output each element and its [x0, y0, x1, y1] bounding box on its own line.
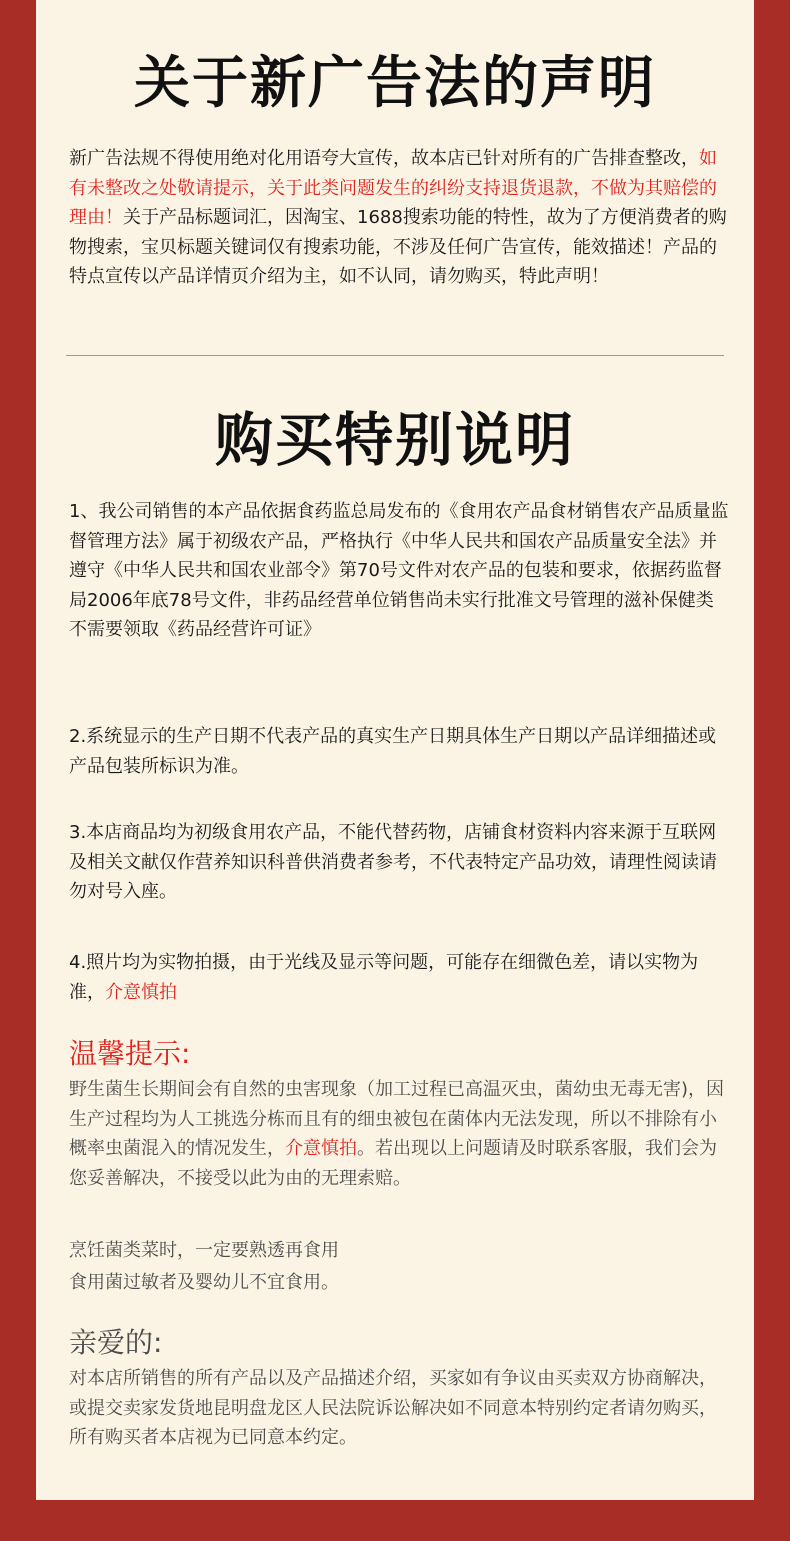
purchase-note-3: 3.本店商品均为初级食用农产品，不能代替药物，店铺食材资料内容来源于互联网及相关文献仅作营养知识科普供消费者参考，不代表特定产品功效，请理性阅读请勿对号入座。: [69, 822, 717, 902]
ad-law-statement-title: 关于新广告法的声明: [134, 50, 656, 116]
warm-tips-allergy-line: 食用菌过敏者及婴幼儿不宜食用。: [69, 1272, 339, 1293]
statement-highlight: 如有未整改之处敬请提示，关于此类问题发生的纠纷支持退货退款，不做为其赔偿的理由！: [69, 148, 717, 228]
warm-tips-paragraph: [69, 1075, 729, 1193]
purchase-notes-title: 购买特别说明: [214, 406, 575, 474]
warm-tips-cooking-line: 烹饪菌类菜时，一定要熟透再食用: [69, 1240, 339, 1261]
content-card: [36, 0, 754, 1500]
warm-tips-text-continued: 。若出现以上问题请及时联系客服，我们会为您妥善解决，不接受以此为由的无理索赔。: [69, 1138, 717, 1189]
dear-paragraph: 对本店所销售的所有产品以及产品描述介绍，买家如有争议由买卖双方协商解决，或提交卖家发货地昆明盘龙区人民法院诉讼解决如不同意本特别约定者请勿购买，所有购买者本店视为已同意本约定。: [69, 1368, 717, 1448]
purchase-note-4-highlight: 介意慎拍: [105, 981, 177, 1003]
statement-text: 新广告法规不得使用绝对化用语夸大宣传，故本店已针对所有的广告排查整改，: [69, 148, 699, 169]
purchase-note-2: 2.系统显示的生产日期不代表产品的真实生产日期具体生产日期以产品详细描述或产品包装所标识为准。: [69, 726, 717, 777]
statement-text-continued: 关于产品标题词汇，因淘宝、1688搜索功能的特性，故为了方便消费者的购物搜索，宝贝标题关键词仅有搜索功能，不涉及任何广告宣传，能效描述！产品的特点宣传以产品详情页介绍为主，如不认同，请勿购买，特此声明！: [69, 207, 727, 287]
purchase-note-1: 1、我公司销售的本产品依据食药监总局发布的《食用农产品食材销售农产品质量监督管理方法》属于初级农产品，严格执行《中华人民共和国农产品质量安全法》并遵守《中华人民共和国农业部令》第70号文件对农产品的包装和要求，依据药监督局2006年底78号文件，非药品经营单位销售尚未实行批准文号管理的滋补保健类不需要领取《药品经营许可证》: [69, 501, 729, 640]
purchase-note-4-text: 4.照片均为实物拍摄，由于光线及显示等问题，可能存在细微色差，请以实物为准，: [69, 952, 699, 1003]
warm-tips-text: 野生菌生长期间会有自然的虫害现象（加工过程已高温灭虫，菌幼虫无毒无害)，因生产过程均为人工挑选分栋而且有的细虫被包在菌体内无法发现，所以不排除有小概率虫菌混入的情况发生，: [69, 1079, 725, 1159]
purchase-note-4: [69, 948, 729, 1007]
section-divider: [66, 355, 724, 356]
warm-tips-highlight: 介意慎拍: [285, 1138, 357, 1159]
dear-heading: 亲爱的:: [69, 1326, 163, 1359]
ad-law-statement-paragraph: [69, 144, 729, 292]
warm-tips-heading: 温馨提示:: [69, 1037, 191, 1070]
